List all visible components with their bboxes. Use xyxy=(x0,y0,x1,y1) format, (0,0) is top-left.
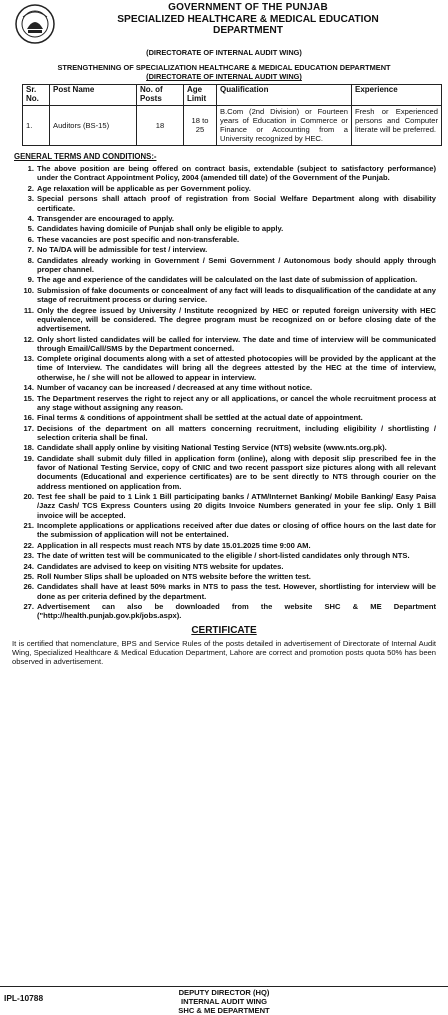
terms-list-item xyxy=(8,394,436,413)
term-text: Decisions of the department on all matters concerning recruitment, including eligibility / shortlisting / selection criteria shall be final. xyxy=(37,423,436,442)
term-text: Candidate shall apply online by visiting National Testing Service (NTS) website (www.nts.org.pk). xyxy=(37,443,387,453)
term-text: Roll Number Slips shall be uploaded on NTS website before the written test. xyxy=(37,571,311,581)
department-line-2: DEPARTMENT xyxy=(213,24,283,36)
term-text: Only the degree issued by University / Institute recognized by HEC or reputed foreign university with HEC equivalence, will be considered. The degree program must be recognized on or before closing date of the advertisement. xyxy=(37,305,436,334)
term-number: 19. xyxy=(23,453,34,463)
terms-list-item xyxy=(8,541,436,550)
term-text: Final terms & conditions of appointment shall be settled at the actual date of appointment. xyxy=(37,413,363,423)
term-number: 14. xyxy=(23,383,34,393)
term-number: 16. xyxy=(23,413,34,423)
notice-title: STRENGTHENING OF SPECIALIZATION HEALTHCARE & MEDICAL EDUCATION DEPARTMENT xyxy=(57,63,391,73)
term-text: Transgender are encouraged to apply. xyxy=(37,214,175,223)
term-number: 24. xyxy=(23,561,34,571)
term-text: Age relaxation will be applicable as per Government policy. xyxy=(37,183,251,193)
term-number: 4. xyxy=(27,214,34,223)
term-number: 13. xyxy=(23,354,34,364)
term-text: Candidates already working in Government / Semi Government / Autonomous body should apply through proper channel. xyxy=(37,255,436,274)
term-number: 8. xyxy=(27,255,34,265)
header-sr: Sr. No. xyxy=(23,85,50,106)
term-text: Number of vacancy can be increased / decreased at any time without notice. xyxy=(37,383,313,393)
terms-list-item xyxy=(8,383,436,392)
terms-list-item xyxy=(8,256,436,275)
signatory-wing: INTERNAL AUDIT WING xyxy=(180,997,268,1007)
term-text: Advertisement can also be downloaded from the website SHC & ME Department ("http://health.punjab.gov.pk/jobs.aspx). xyxy=(37,602,436,621)
terms-list-item xyxy=(8,602,436,621)
term-text: The Department reserves the right to reject any or all applications, or cancel the whole recruitment process at any stage without assigning any reason. xyxy=(37,393,436,412)
term-text: Complete original documents along with a set of attested photocopies will be provided by the applicant at the time of Interview. The candidates will bring all the degrees attested by the HEC at the time of interview, otherwise, he / she will not be allowed to appear in interview. xyxy=(37,354,436,382)
term-number: 9. xyxy=(27,275,34,285)
term-number: 10. xyxy=(23,285,34,295)
header-title xyxy=(60,2,436,36)
terms-list-item xyxy=(8,235,436,244)
signature-block xyxy=(0,988,448,1015)
terms-list-item xyxy=(8,521,436,540)
term-text: No TA/DA will be admissible for test / interview. xyxy=(37,245,208,255)
term-text: Candidate shall submit duly filled in application form (online), along with deposit slip prescribed fee in the favor of National Testing Service, copy of CNIC and two recent passport size pictures along with all relevant documents (Educational and experience certificates) are to be sent directly to NTS through courier on the address mentioned on application from. xyxy=(37,453,436,491)
terms-list-item xyxy=(8,582,436,601)
term-number: 12. xyxy=(23,334,34,344)
cell-experience: Fresh or Experienced persons and Computer literate will be preferred. xyxy=(352,105,442,145)
terms-title: GENERAL TERMS AND CONDITIONS:- xyxy=(14,151,157,161)
certificate-title: CERTIFICATE xyxy=(191,624,257,636)
govt-line: GOVERNMENT OF THE PUNJAB xyxy=(168,2,328,13)
term-text: Incomplete applications or applications received after due dates or closing of office hours on the last date for the submission of application will not be entertained. xyxy=(37,520,436,540)
term-text: The age and experience of the candidates will be calculated on the last date of submission of application. xyxy=(37,275,418,285)
terms-list-item xyxy=(8,551,436,560)
term-number: 6. xyxy=(27,234,34,244)
header-age: Age Limit xyxy=(184,85,217,106)
footer xyxy=(0,986,448,1015)
term-number: 7. xyxy=(27,245,34,255)
posts-table xyxy=(22,84,442,146)
term-text: Special persons shall attach proof of registration from Social Welfare Department along with disability certificate. xyxy=(37,194,436,213)
term-number: 11. xyxy=(23,305,34,315)
header-experience: Experience xyxy=(352,85,442,106)
terms-list-item xyxy=(8,214,436,223)
terms-list-item xyxy=(8,164,436,183)
terms-list-item xyxy=(8,306,436,334)
terms-list-item xyxy=(8,184,436,193)
department-line: SPECIALIZED HEALTHCARE & MEDICAL EDUCATION xyxy=(117,13,379,25)
notice-subtitle: (DIRECTORATE OF INTERNAL AUDIT WING) xyxy=(146,72,302,82)
term-number: 2. xyxy=(27,183,34,193)
certificate-text: It is certified that nomenclature, BPS and Service Rules of the posts detailed in advertisement of Directorate of Internal Audit Wing, Specialized Healthcare & Medical Education Department, Lahore are correct and promotion posts quota 50% has been observed in advertisement. xyxy=(12,638,436,667)
ipl-number: IPL-10788 xyxy=(4,993,44,1003)
terms-list-item xyxy=(8,245,436,254)
header xyxy=(8,0,440,46)
term-number: 15. xyxy=(23,393,34,403)
term-number: 20. xyxy=(23,492,34,501)
terms-list-item xyxy=(8,286,436,305)
term-text: These vacancies are post specific and non-transferable. xyxy=(37,234,240,244)
cell-post: Auditors (BS-15) xyxy=(50,105,137,145)
signatory-title: DEPUTY DIRECTOR (HQ) xyxy=(178,988,270,997)
term-text: The date of written test will be communicated to the eligible / short-listed candidates only through NTS. xyxy=(37,551,410,561)
terms-list-item xyxy=(8,194,436,213)
term-number: 5. xyxy=(27,224,34,234)
term-number: 21. xyxy=(23,520,34,530)
term-text: Submission of fake documents or concealment of any fact will leads to disqualification of the candidate at any stage of recruitment process or during service. xyxy=(37,285,436,305)
term-number: 23. xyxy=(23,551,34,561)
terms-list-item xyxy=(8,424,436,443)
terms-list-item xyxy=(8,224,436,233)
header-posts: No. of Posts xyxy=(137,85,184,106)
terms-list xyxy=(8,164,440,620)
term-number: 25. xyxy=(23,571,34,581)
header-qualification: Qualification xyxy=(217,85,352,106)
term-text: Application in all respects must reach NTS by date 15.01.2025 time 9:00 AM. xyxy=(37,540,311,550)
terms-list-item xyxy=(8,354,436,382)
term-number: 27. xyxy=(23,602,34,612)
term-text: Candidates are advised to keep on visiting NTS website for updates. xyxy=(37,561,284,571)
term-number: 26. xyxy=(23,582,34,592)
terms-list-item xyxy=(8,275,436,284)
punjab-emblem-icon xyxy=(14,3,56,45)
terms-list-item xyxy=(8,413,436,422)
directorate-label: (DIRECTORATE OF INTERNAL AUDIT WING) xyxy=(146,48,302,57)
term-number: 18. xyxy=(23,443,34,453)
terms-list-item xyxy=(8,492,436,520)
cell-qualification: B.Com (2nd Division) or Fourteen years of Education in Commerce or Finance or Accounting from a University recognized by HEC. xyxy=(217,105,352,145)
terms-list-item xyxy=(8,454,436,491)
signatory-department: SHC & ME DEPARTMENT xyxy=(178,1006,270,1015)
terms-list-item xyxy=(8,443,436,452)
term-text: Candidates shall have at least 50% marks in NTS to pass the test. However, shortlisting for interview will be done as per criteria defined by the department. xyxy=(37,582,436,601)
table-row xyxy=(23,105,442,145)
term-text: Only short listed candidates will be called for interview. The date and time of interview will be communicated through Email/Call/SMS by the Department concerned. xyxy=(37,334,436,353)
term-number: 1. xyxy=(27,164,34,174)
cell-sr: 1. xyxy=(23,105,50,145)
term-number: 22. xyxy=(23,540,34,550)
cell-posts: 18 xyxy=(137,105,184,145)
table-header-row xyxy=(23,85,442,106)
terms-list-item xyxy=(8,562,436,571)
terms-list-item xyxy=(8,335,436,354)
terms-list-item xyxy=(8,572,436,581)
term-number: 17. xyxy=(23,423,34,433)
term-number: 3. xyxy=(27,194,34,204)
term-text: The above position are being offered on contract basis, extendable (subject to satisfactory performance) under the Contract Appointment Policy, 2004 (amended till date) of the Government of the Punjab. xyxy=(37,164,436,183)
header-post: Post Name xyxy=(50,85,137,106)
term-text: Test fee shall be paid to 1 Link 1 Bill participating banks / ATM/Internet Banking/ Mobile Banking/ Easy Paisa /Jazz Cash/ TCS Express Counters using 20 digits Invoice Numbers generated in your fee slip. Only 1 Bill invoice will be accepted. xyxy=(37,492,436,520)
cell-age: 18 to 25 xyxy=(184,105,217,145)
term-text: Candidates having domicile of Punjab shall only be eligible to apply. xyxy=(37,224,284,234)
